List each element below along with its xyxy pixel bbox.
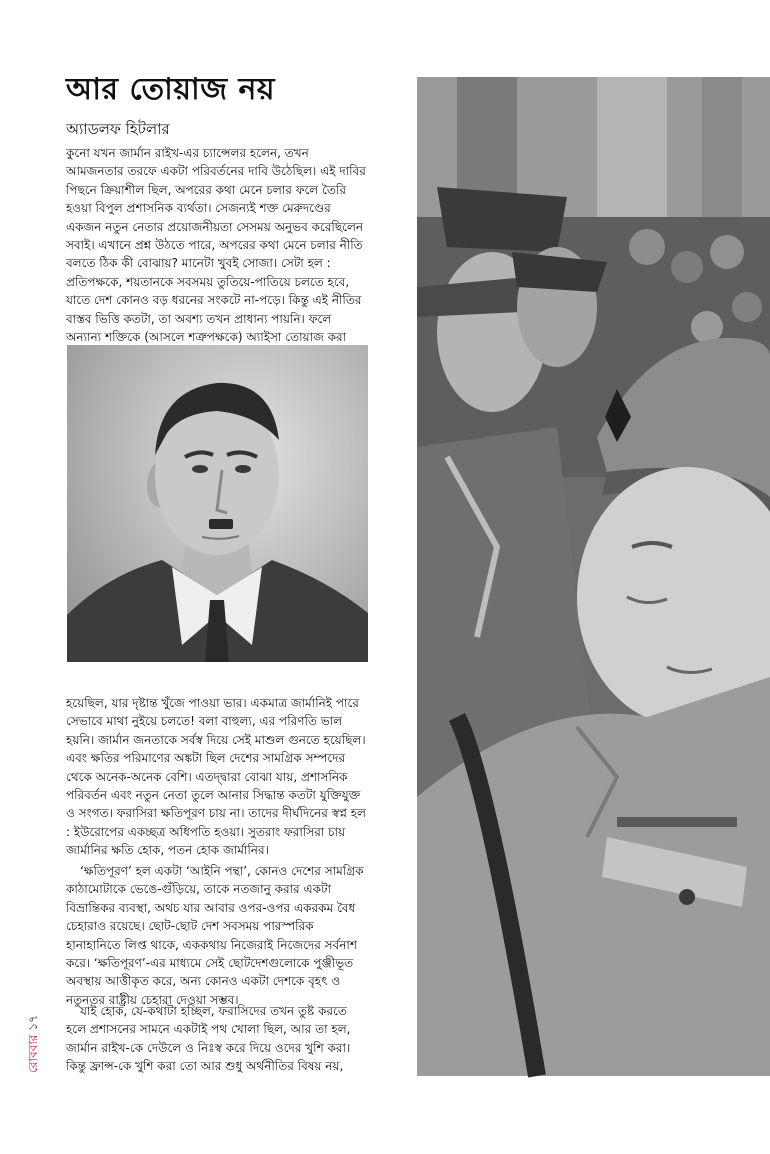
article-paragraph-1: কুনো যখন জার্মান রাইখ-এর চ্যান্সেলর হলেন, তখন আমজনতার তরফে একটা পরিবর্তনের দাবি উঠেছিল। এই দাবির পিছনে ক্রিয়াশীল ছিল, অপরের কথা মেনে চলার ফলে তৈরি হওয়া বিপুল প্রশাসনিক ব্যর্থতা। সেজন্যই শক্ত মেরুদণ্ডের একজন নতুন নেতার প্রয়োজনীয়তা সেসময় অনুভব করেছিলেন সবাই। এখানে প্রশ্ন উঠতে পারে, অপরের কথা মেনে চলার নীতি বলতে ঠিক কী বোঝায়? মানেটা খুবই সোজা। সেটা হল : প্রতিপক্ষকে, শয়তানকে সবসময় তুতিয়ে-পাতিয়ে চলতে হবে, যাতে দেশ কোনও বড় ধরনের সংকটে না-পড়ে। কিন্তু এই নীতির বাস্তব ভিত্তি কতটা, তা অবশ্য তখন প্রাধান্য পায়নি। ফলে অন্যান্য শক্তিকে (আসলে শত্রুপক্ষকে) অ্যাইসা তোয়াজ করা [66,146,366,345]
article-author: অ্যাডলফ হিটলার [66,120,170,138]
page-folio [22,1006,44,1082]
article-paragraph-4: যাই হোক, যে-কথাটা হচ্ছিল, ফরাসিদের তখন তুষ্ট করতে হলে প্রশাসনের সামনে একটাই পথ খোলা ছিল, আর তা হল, জার্মান রাইখ-কে দেউলে ও নিঃস্ব করে দিয়ে ওদের খুশি করা। কিন্তু ফ্রান্স-কে খুশি করা তো আর শুধু অর্থনীতির বিষয় নয়, [66,1004,351,1074]
rally-photo [417,77,770,1076]
magazine-name: রোববার [26,1034,40,1073]
portrait-photo [67,345,368,662]
page-number: ১৭ [26,1015,40,1031]
article-paragraph-2: হয়েছিল, যার দৃষ্টান্ত খুঁজে পাওয়া ভার। একমাত্র জার্মানিই পারে সেভাবে মাথা নুইয়ে চলতে! বলা বাহুল্য, এর পরিণতি ভাল হয়নি। জার্মান জনতাকে সর্বস্ব দিয়ে সেই মাশুল গুনতে হয়েছিল। এবং ক্ষতির পরিমাণের অঙ্কটা ছিল দেশের সামগ্রিক সম্পদের থেকে অনেক-অনেক বেশি। এতদ্দ্বারা বোঝা যায়, প্রশাসনিক পরিবর্তন এবং নতুন নেতা তুলে আনার সিদ্ধান্ত কতটা যুক্তিযুক্ত ও সংগত। ফরাসিরা ক্ষতিপূরণ চায় না। তাদের দীর্ঘদিনের স্বপ্ন হল : ইউরোপের একচ্ছত্র অধিপতি হওয়া। সুতরাং ফরাসিরা চায় জার্মানির ক্ষতি হোক, পতন হোক জার্মানির। [66,696,366,858]
article-paragraph-3: ‘ক্ষতিপূরণ’ হল একটা ‘আইনি পন্থা’, কোনও দেশের সামগ্রিক কাঠামোটাকে ভেঙে-গুঁড়িয়ে, তাকে নতজানু করার একটা বিভ্রান্তিকর ব্যবস্থা, অথচ যার আবার ওপর-ওপর একরকম বৈধ চেহারাও রয়েছে। ছোট-ছোট দেশ সবসময় পারস্পরিক হানাহানিতে লিপ্ত থাকে, এককথায় নিজেরাই নিজেদের সর্বনাশ করে। ‘ক্ষতিপূরণ’-এর মাধ্যমে সেই ছোটদেশগুলোকে পুঞ্জীভূত অবস্থায় আত্তীকৃত করে, অন্য কোনও একটা দেশকে বৃহৎ ও নতুনতর রাষ্ট্রীয় চেহারা দেওয়া সম্ভব। [66,864,364,1007]
article-title: আর তোয়াজ নয় [66,72,276,107]
